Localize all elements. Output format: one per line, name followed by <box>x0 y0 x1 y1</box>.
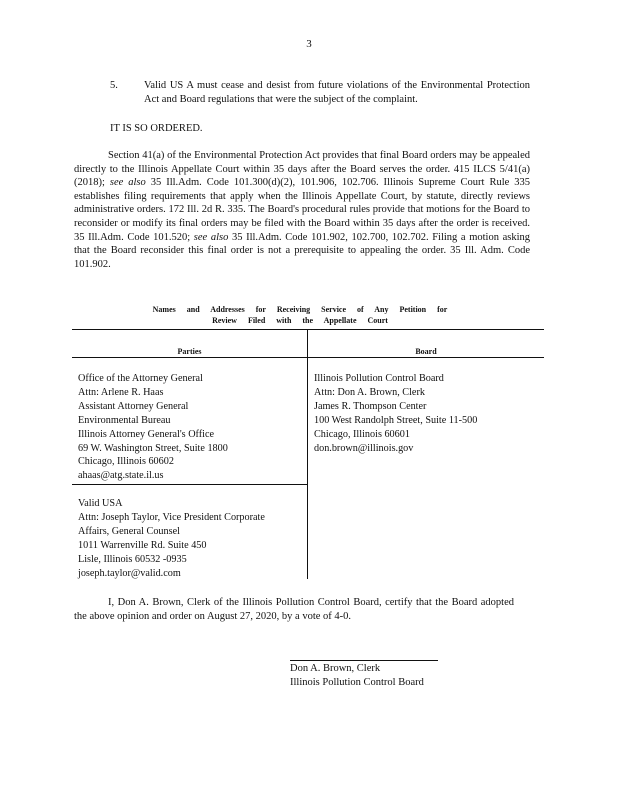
party2-email: joseph.taylor@valid.com <box>78 567 181 579</box>
order-item-5 <box>110 79 530 106</box>
party1-email: ahaas@atg.state.il.us <box>78 470 164 482</box>
table-title: Names and Addresses for Receiving Service of Any Petition for Review Filed with the Appellate Court <box>152 305 448 325</box>
certification-text: I, Don A. Brown, Clerk of the Illinois Pollution Control Board, certify that the Board adopted the above opinion and order on August 27, 2020, by a vote of 4-0. <box>74 597 514 622</box>
col-header-board: Board <box>415 347 437 356</box>
party1-line: Chicago, Illinois 60602 <box>78 456 174 468</box>
board-line: Attn: Don A. Brown, Clerk <box>314 386 425 398</box>
party2-line: Affairs, General Counsel <box>78 525 180 537</box>
party2-line: Valid USA <box>78 498 123 509</box>
signature-line <box>290 660 438 661</box>
party2-line: 1011 Warrenville Rd. Suite 450 <box>78 539 207 551</box>
order-item-text: Valid US A must cease and desist from future violations of the Environmental Protection Act and Board regulations that were the subject of the complaint. <box>144 80 530 105</box>
party-divider <box>72 484 307 485</box>
certification <box>74 596 514 623</box>
party1-line: Office of the Attorney General <box>78 373 203 384</box>
board-line: Illinois Pollution Control Board <box>314 373 444 384</box>
table-column-divider <box>307 329 308 579</box>
party2-line: Attn: Joseph Taylor, Vice President Corporate <box>78 511 265 523</box>
board-address <box>314 372 477 455</box>
order-item-number: 5. <box>110 80 118 91</box>
table-header-border <box>72 357 544 358</box>
appeal-text-3: 35 Ill.Adm. Code 101.902, 102.700, 102.702. Filing a motion asking that the Board reconsider this final order is not a prerequisite to appealing the order. 35 Ill. Adm. Code 101.902. <box>74 231 530 270</box>
party1-line: Assistant Attorney General <box>78 400 189 412</box>
appeal-text-1: Section 41(a) of the Environmental Protection Act provides that final Board orders may be appealed directly to the Illinois Appellate Court within 35 days after the Board serves the order. 415 ILCS 5/41(a) (2018); <box>74 150 530 189</box>
party1-line: Illinois Attorney General's Office <box>78 428 215 440</box>
signature-name: Don A. Brown, Clerk <box>290 663 381 674</box>
table-top-border <box>72 329 544 330</box>
party1-line: 69 W. Washington Street, Suite 1800 <box>78 442 228 454</box>
party1-line: Attn: Arlene R. Haas <box>78 386 164 398</box>
board-line: Chicago, Illinois 60601 <box>314 428 410 440</box>
appeal-paragraph <box>74 149 530 271</box>
board-line: 100 West Randolph Street, Suite 11-500 <box>314 414 478 426</box>
so-ordered: IT IS SO ORDERED. <box>110 123 203 134</box>
party-valid-usa <box>78 497 265 580</box>
board-line: James R. Thompson Center <box>314 400 427 412</box>
see-also-1: see also <box>109 177 146 189</box>
party2-line: Lisle, Illinois 60532 -0935 <box>78 553 187 565</box>
col-header-parties: Parties <box>177 347 202 356</box>
party-attorney-general <box>78 372 228 483</box>
signature-block <box>290 662 450 690</box>
signature-org: Illinois Pollution Control Board <box>290 677 424 688</box>
board-email: don.brown@illinois.gov <box>314 442 414 454</box>
party1-line: Environmental Bureau <box>78 414 171 426</box>
see-also-2: see also <box>193 231 229 243</box>
appeal-text-2: 35 Ill.Adm. Code 101.300(d)(2), 101.906, 102.706. Illinois Supreme Court Rule 335 establishes filing requirements that apply when the Illinois Appellate Court, by statute, directly reviews administrative orders. 172 Ill. 2d R. 335. The Board's procedural rules provide that motions for the Board to reconsider or modify its final orders may be filed with the Board within 35 days after the order is received. 35 Ill.Adm. Code 101.520; <box>74 177 530 243</box>
page-number: 3 <box>306 38 312 50</box>
